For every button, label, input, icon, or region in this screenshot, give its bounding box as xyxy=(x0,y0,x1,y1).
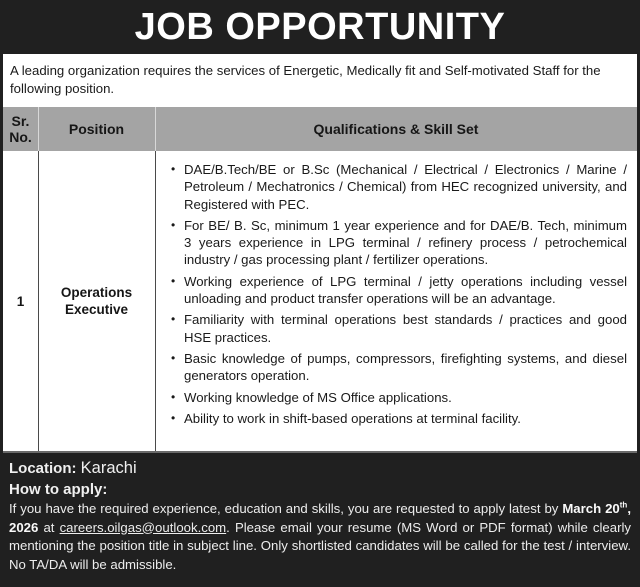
apply-text-part: at xyxy=(38,519,60,535)
bullet-icon: • xyxy=(171,312,176,327)
location-label: Location: xyxy=(9,460,77,477)
apply-text-part: . Please email your resume (MS Word or PDF format) while clearly mentioning the position title in subject line. Only shortlisted candidates will be called for the test / interview. No TA/DA will be admissible. xyxy=(9,519,631,572)
column-header-sr-no xyxy=(3,107,38,151)
column-header-position: Position xyxy=(68,121,125,137)
deadline-month-day: March 20 xyxy=(562,501,620,516)
deadline-suffix: th xyxy=(619,500,628,510)
location-row xyxy=(9,458,631,480)
table-cell-sr-no: 1 xyxy=(16,293,25,309)
position-title: Operations Executive xyxy=(60,285,133,317)
location-value: Karachi xyxy=(80,459,137,477)
table-cell-qualifications xyxy=(155,151,637,451)
email-link[interactable]: careers.oilgas@outlook.com xyxy=(59,519,227,535)
list-item xyxy=(171,273,627,308)
bullet-icon: • xyxy=(171,389,176,404)
list-item xyxy=(171,217,627,269)
page-title: JOB OPPORTUNITY xyxy=(134,6,506,48)
bullet-icon: • xyxy=(171,350,176,365)
intro-text: A leading organization requires the services of Energetic, Medically fit and Self-motivated Staff for the following position. xyxy=(10,63,601,96)
qualification-text: DAE/B.Tech/BE or B.Sc (Mechanical / Electrical / Electronics / Marine / Petroleum / Mechatronics / Chemical) from HEC recognized university, and Registered with PEC. xyxy=(184,162,627,212)
positions-table xyxy=(3,107,637,453)
bullet-icon: • xyxy=(171,273,176,288)
qualification-text: For BE/ B. Sc, minimum 1 year experience and for DAE/B. Tech, minimum 3 years experience in LPG terminal / refinery process / petrochemical industry / gas processing plant / fertilizer operations. xyxy=(184,217,627,268)
column-header-sr-no-label: Sr. No. xyxy=(9,113,32,145)
how-to-apply-heading: How to apply: xyxy=(9,481,108,498)
qualification-text: Familiarity with terminal operations best standards / practices and good HSE practices. xyxy=(184,312,627,345)
table-bottom-border xyxy=(3,451,637,453)
bullet-icon: • xyxy=(171,217,176,232)
list-item xyxy=(171,161,627,213)
qualification-text: Ability to work in shift-based operations at terminal facility. xyxy=(184,410,521,426)
qualifications-list xyxy=(171,161,627,427)
list-item xyxy=(171,389,627,406)
content-panel xyxy=(3,54,637,453)
list-item xyxy=(171,350,627,385)
header-divider xyxy=(155,107,156,151)
qualification-text: Working experience of LPG terminal / jetty operations including vessel unloading and product transfer operations will be an advantage. xyxy=(184,273,627,307)
how-to-apply-text xyxy=(9,500,631,574)
list-item xyxy=(171,410,627,427)
apply-text-part: If you have the required experience, education and skills, you are requested to apply latest by xyxy=(9,501,563,516)
qualification-text: Basic knowledge of pumps, compressors, firefighting systems, and diesel generators operation. xyxy=(184,350,627,384)
bullet-icon: • xyxy=(171,162,176,176)
table-header xyxy=(3,107,637,151)
header-divider xyxy=(38,107,39,151)
table-cell-position xyxy=(38,151,155,451)
column-header-qualifications: Qualifications & Skill Set xyxy=(313,121,479,137)
bullet-icon: • xyxy=(171,410,176,425)
deadline-year: , 2026 xyxy=(9,501,631,535)
footer-section xyxy=(9,458,631,574)
list-item xyxy=(171,311,627,346)
qualification-text: Working knowledge of MS Office applications. xyxy=(184,389,452,405)
